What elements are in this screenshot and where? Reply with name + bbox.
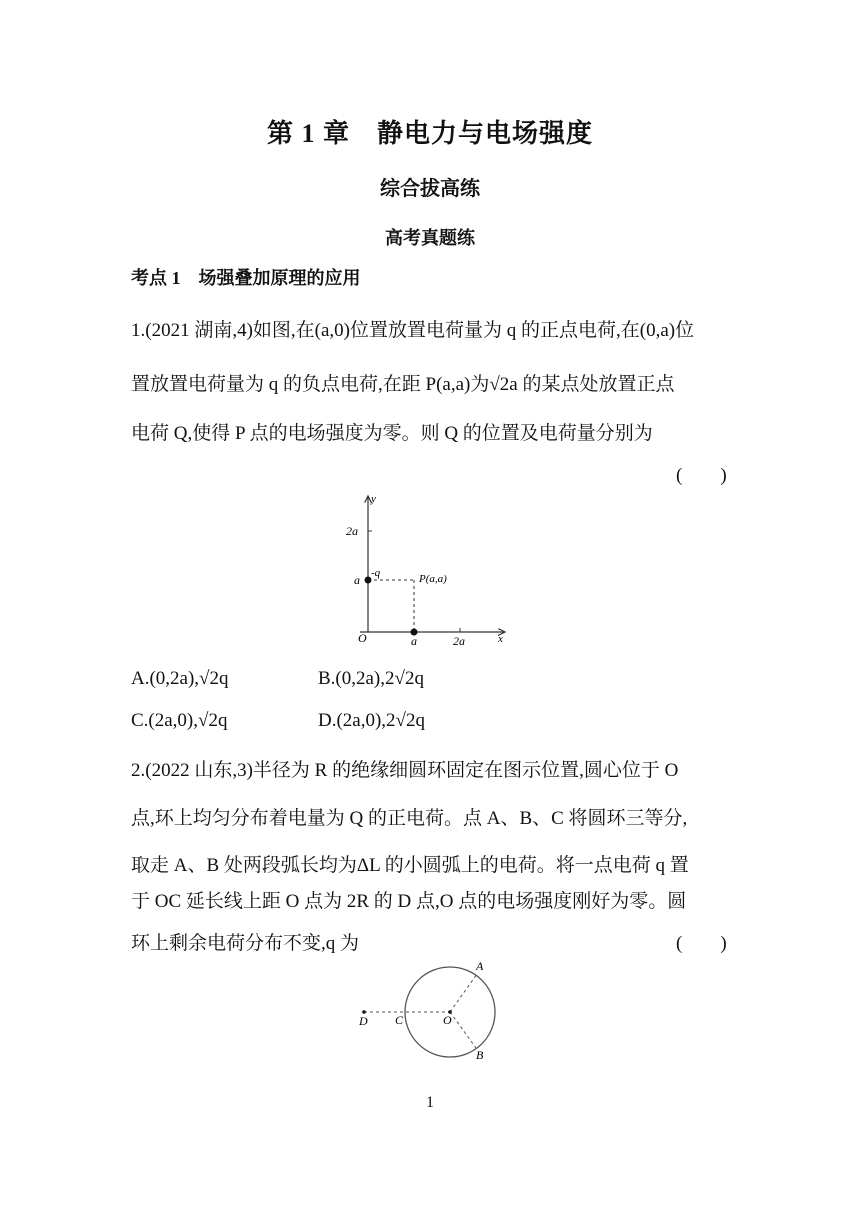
page-number: 1 [426, 1094, 434, 1111]
tick-2a-x-label: 2a [453, 634, 465, 648]
q1-option-a[interactable]: A.(0,2a),√2q [131, 668, 229, 689]
q1-option-b[interactable]: B.(0,2a),2√2q [318, 668, 424, 689]
q1-line-2: 置放置电荷量为 q 的负点电荷,在距 P(a,a)为√2a 的某点处放置正点 [131, 374, 675, 395]
q2-line-4: 于 OC 延长线上距 O 点为 2R 的 D 点,O 点的电场强度刚好为零。圆 [131, 891, 687, 912]
q2-line-3: 取走 A、B 处两段弧长均为ΔL 的小圆弧上的电荷。将一点电荷 q 置 [131, 855, 689, 876]
q2-answer-paren: ( ) [676, 933, 727, 954]
q2-line-5: 环上剩余电荷分布不变,q 为 [131, 933, 360, 954]
dashed-line-oa [450, 974, 477, 1012]
tick-a-x-label: a [411, 634, 417, 648]
q1-answer-paren: ( ) [676, 465, 727, 486]
q1-line-1: 1.(2021 湖南,4)如图,在(a,0)位置放置电荷量为 q 的正点电荷,在(0,a)位 [131, 320, 695, 341]
q1-option-c[interactable]: C.(2a,0),√2q [131, 710, 228, 731]
point-p-label: P(a,a) [419, 573, 447, 585]
chapter-title: 第 1 章 静电力与电场强度 [266, 119, 593, 148]
origin-label: O [358, 631, 367, 645]
section-title: 综合拔高练 [380, 178, 480, 200]
dashed-line-ob [450, 1012, 476, 1048]
q1-option-d[interactable]: D.(2a,0),2√2q [318, 710, 425, 731]
subsection-title: 高考真题练 [385, 228, 475, 248]
charge-label: -q [371, 567, 381, 579]
label-b: B [476, 1048, 484, 1062]
tick-a-y-label: a [354, 573, 360, 587]
label-c: C [395, 1013, 404, 1027]
q1-line-3: 电荷 Q,使得 P 点的电场强度为零。则 Q 的位置及电荷量分别为 [131, 423, 653, 444]
q2-ring-figure [350, 956, 510, 1066]
q2-line-1: 2.(2022 山东,3)半径为 R 的绝缘细圆环固定在图示位置,圆心位于 O [131, 760, 679, 781]
label-a: A [476, 959, 484, 973]
topic-heading: 考点 1 场强叠加原理的应用 [131, 268, 361, 288]
q2-line-2: 点,环上均匀分布着电量为 Q 的正电荷。点 A、B、C 将圆环三等分, [131, 808, 688, 829]
label-o: O [443, 1013, 452, 1027]
y-axis-label: y [371, 493, 376, 505]
q1-coordinate-figure [340, 490, 520, 650]
tick-2a-y-label: 2a [346, 524, 358, 538]
x-axis-label: x [498, 633, 503, 645]
label-d: D [359, 1014, 368, 1028]
